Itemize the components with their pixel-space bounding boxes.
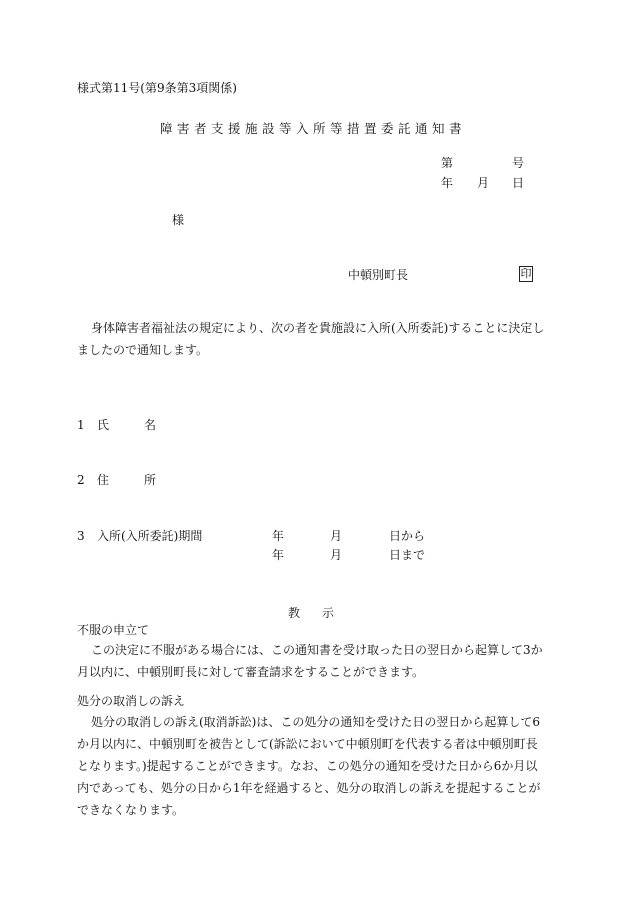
seal-label: 印 bbox=[520, 267, 532, 280]
period-from-month: 月 bbox=[330, 529, 343, 543]
seal-mark bbox=[519, 266, 533, 282]
item-period-number: 3 bbox=[77, 529, 85, 543]
date-day: 日 bbox=[512, 176, 525, 190]
period-to-year: 年 bbox=[272, 548, 285, 562]
item-name-number: 1 bbox=[77, 418, 85, 432]
item-address-label-2: 所 bbox=[144, 473, 157, 487]
document-title: 障害者支援施設等入所等措置委託通知書 bbox=[160, 121, 467, 136]
doc-number-prefix: 第 bbox=[441, 156, 454, 170]
issuer-name: 中頓別町長 bbox=[348, 268, 409, 282]
instruction-heading-1: 教 bbox=[288, 606, 301, 620]
item-address-number: 2 bbox=[77, 473, 85, 487]
form-number: 様式第11号(第9条第3項関係) bbox=[77, 81, 237, 95]
date-year: 年 bbox=[441, 176, 454, 190]
appeal-text: この決定に不服がある場合には、この通知書を受け取った日の翌日から起算して3か月以内に、中頓別町長に対して審査請求をすることができます。 bbox=[77, 643, 543, 679]
period-from-day: 日から bbox=[389, 529, 426, 543]
period-to-day: 日まで bbox=[389, 548, 426, 562]
item-name-label-2: 名 bbox=[144, 418, 157, 432]
item-name-label-1: 氏 bbox=[97, 418, 110, 432]
addressee-suffix: 様 bbox=[172, 213, 185, 227]
date-month: 月 bbox=[477, 176, 490, 190]
period-from-year: 年 bbox=[272, 529, 285, 543]
appeal-heading: 不服の申立て bbox=[77, 623, 150, 637]
period-to-month: 月 bbox=[330, 548, 343, 562]
doc-number-suffix: 号 bbox=[512, 156, 525, 170]
item-address-label-1: 住 bbox=[97, 473, 110, 487]
lawsuit-heading: 処分の取消しの訴え bbox=[77, 694, 186, 708]
instruction-heading-2: 示 bbox=[322, 606, 335, 620]
item-period-label: 入所(入所委託)期間 bbox=[97, 529, 203, 543]
body-text: 身体障害者福祉法の規定により、次の者を貴施設に入所(入所委託)することに決定しましたので通知します。 bbox=[77, 321, 545, 357]
lawsuit-text: 処分の取消しの訴え(取消訴訟)は、この処分の通知を受けた日の翌日から起算して6か月以内に、中頓別町を被告として(訴訟において中頓別町を代表する者は中頓別町長となります。)提起することができます。なお、この処分の通知を受けた日から6か月以内であっても、処分の日から1年を経過すると、処分の取消しの訴えを提起することができなくなります。 bbox=[77, 715, 541, 817]
